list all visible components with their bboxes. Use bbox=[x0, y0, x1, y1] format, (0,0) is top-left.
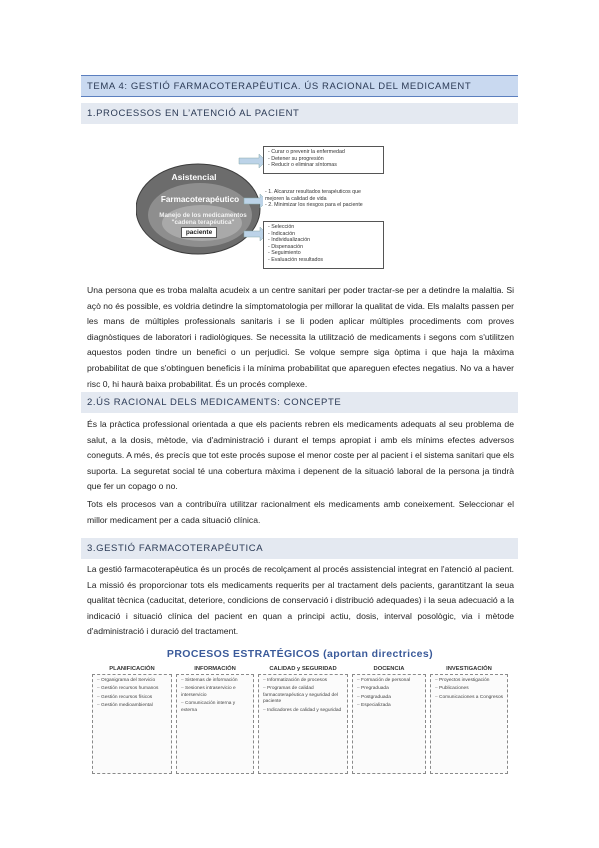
column-item: – Programas de calidad farmacoterapéutica y seguridad del paciente bbox=[263, 686, 343, 705]
step-item: - Seguimiento bbox=[268, 250, 379, 257]
column-informacion bbox=[176, 664, 254, 782]
column-docencia bbox=[352, 664, 426, 782]
step-item: - Individualización bbox=[268, 237, 379, 244]
column-box bbox=[92, 674, 172, 774]
strategic-processes-title: PROCESOS ESTRATÉGICOS (aportan directrices) bbox=[166, 648, 434, 660]
column-item: – Pregraduada bbox=[357, 686, 421, 692]
column-box bbox=[176, 674, 254, 774]
column-item: – Especializada bbox=[357, 703, 421, 709]
column-planificacion bbox=[92, 664, 172, 782]
goal-item: - Curar o prevenir la enfermedad bbox=[268, 149, 379, 156]
step-item: - Dispensación bbox=[268, 244, 379, 251]
column-item: – Comunicaciones a Congresos bbox=[435, 695, 503, 701]
manejo-label: Manejo de los medicamentos bbox=[159, 212, 247, 219]
column-item: – Sesiones intraservicio e interservicio bbox=[181, 686, 249, 699]
column-heading: INVESTIGACIÓN bbox=[446, 666, 492, 672]
section1-paragraph: Una persona que es troba malalta acudeix a un centre sanitari per poder tractar-se per a detindre la malaltia. Si açò no és possible, es voldria detindre la símptomatologia per millorar la qualitat de vida. Els malalts passen per les mans de múltiples professionals sanitaris i se li poden aplicar múltiples procediments com proves diagnòstiques de laboratori i radiològiques. Se necessita la utilització de medicaments i segons com s'utilitzen aquestos poden tindre un benefici o un perjudici. Se volque sempre siga òptima i que haja la màxima probabilitat de que s'obtinguen beneficis i la mínima probabilitat que apareguen efectes negatius. No va a haver risc 0, hi haurà baixa probabilitat. És un procés complexe. bbox=[87, 285, 514, 389]
column-investigacion bbox=[430, 664, 508, 782]
farmacoterapeutico-goals-box bbox=[263, 187, 384, 217]
column-box bbox=[258, 674, 348, 774]
section2-paragraph-1: És la pràctica professional orientada a que els pacients rebren els medicaments adequats al seu problema de salut, a la dosis, mètode, via d'administració i durant el temps apropiat i amb els mínims efectes adversos coneguts. A més, és precís que tot este procés supose el menor coste per al pacient i el sistema sanitari que els suporta. La seguretat social té una cobertura màxima i depenent de la situació laboral de la persona ja tindrà que fer un copago o no. bbox=[87, 419, 514, 492]
column-item: – Proyectos investigación bbox=[435, 678, 503, 684]
section-heading-1: 1.PROCESSOS EN L’ATENCIÓ AL PACIENT bbox=[81, 103, 518, 124]
column-heading: INFORMACIÓN bbox=[194, 666, 236, 672]
column-calidad bbox=[258, 664, 348, 782]
column-box bbox=[430, 674, 508, 774]
column-item: – Indicadores de calidad y seguridad bbox=[263, 708, 343, 714]
step-item: - Selección bbox=[268, 224, 379, 231]
column-item: – Comunicación interna y externa bbox=[181, 701, 249, 714]
goal-item: - 2. Minimizar los riesgos para el paciente bbox=[265, 202, 380, 209]
column-item: – Gestión medioambiental bbox=[97, 703, 167, 709]
column-item: – Organigrama del Servicio bbox=[97, 678, 167, 684]
column-item: – Gestión recursos físicos bbox=[97, 695, 167, 701]
section-heading-3: 3.GESTIÓ FARMACOTERAPÈUTICA bbox=[81, 538, 518, 559]
cadena-label: "cadena terapéutica" bbox=[171, 219, 235, 226]
column-item: – Gestión recursos humanos bbox=[97, 686, 167, 692]
section2-paragraph-2: Tots els procesos van a contribuïra utilitzar racionalment els medicaments amb coneixement. Seleccionar el millor medicament per a cada situació clínica. bbox=[87, 499, 514, 525]
asistencial-goals-box bbox=[263, 146, 384, 174]
section3-paragraph: La gestió farmacoterapèutica és un procés de recolçament al procés assistencial integrat en l'atenció al pacient. La missió és proporcionar tots els medicaments requerits per al tractament dels pacients, garantitzant la seua qualitat tècnica (caducitat, deteriore, condicions de conservació i distribució adequades) i la seua adecuació a la indicació i situació clínica del pacient en quan a principi actiu, dosis, interval posològic, via i mètode d'administració i duració del tractament. bbox=[87, 564, 514, 637]
column-item: – Sistemas de información bbox=[181, 678, 249, 684]
step-item: - Indicación bbox=[268, 231, 379, 238]
section-heading-2: 2.ÚS RACIONAL DELS MEDICAMENTS: CONCEPTE bbox=[81, 392, 518, 413]
goal-item: - 1. Alcanzar resultados terapéuticos que mejoren la calidad de vida bbox=[265, 189, 380, 202]
column-item: – Formación de personal bbox=[357, 678, 421, 684]
paciente-label: paciente bbox=[181, 227, 217, 238]
cadena-steps-box bbox=[263, 221, 384, 269]
column-box bbox=[352, 674, 426, 774]
column-heading: PLANIFICACIÓN bbox=[109, 666, 155, 672]
asistencial-label: Asistencial bbox=[171, 172, 217, 182]
column-item: – Postgraduada bbox=[357, 695, 421, 701]
column-item: – Informatización de procesos bbox=[263, 678, 343, 684]
goal-item: - Reducir o eliminar síntomas bbox=[268, 162, 379, 169]
care-process-diagram bbox=[136, 143, 386, 271]
column-heading: DOCENCIA bbox=[373, 666, 405, 672]
goal-item: - Detener su progresión bbox=[268, 156, 379, 163]
strategic-processes-figure bbox=[90, 642, 510, 790]
column-heading: CALIDAD y SEGURIDAD bbox=[269, 666, 337, 672]
farmacoterapeutico-label: Farmacoterapéutico bbox=[160, 195, 240, 204]
column-item: – Publicaciones bbox=[435, 686, 503, 692]
step-item: - Evaluación resultados bbox=[268, 257, 379, 264]
topic-title: TEMA 4: GESTIÓ FARMACOTERAPÈUTICA. ÚS RACIONAL DEL MEDICAMENT bbox=[81, 75, 518, 97]
